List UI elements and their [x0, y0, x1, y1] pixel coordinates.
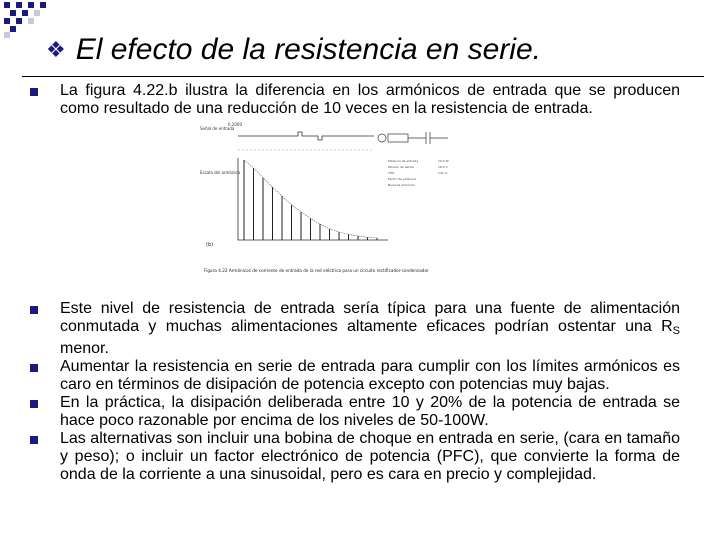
svg-text:Nivel de armónico: Nivel de armónico [388, 183, 416, 187]
diamond-bullet-icon: ❖ [46, 37, 66, 62]
bullet-text: Aumentar la resistencia en serie de entrada para cumplir con los límites armónicos es caro en términos de disipación de potencia excepto con potencias muy bajas. [60, 358, 680, 393]
figure-panel-label: (b) [206, 242, 214, 248]
bullet-item-intro [30, 82, 680, 118]
bullet-text: En la práctica, la disipación deliberada entre 10 y 20% de la potencia de entrada se hace poco razonable por encima de los niveles de 50-100W. [60, 394, 680, 429]
square-bullet-icon [30, 400, 38, 408]
bullet-item [30, 300, 680, 358]
svg-text:THD: THD [388, 171, 395, 175]
bullet-text: La figura 4.22.b ilustra la diferencia en los armónicos de entrada que se producen como resultado de una reducción de 10 veces en la resistencia de entrada. [60, 82, 680, 117]
bullet-text-part: menor. [60, 340, 109, 357]
svg-text:Factor de potencia: Factor de potencia [388, 177, 416, 181]
bullet-item [30, 358, 680, 394]
bullet-item [30, 394, 680, 430]
figure-left-label: Señal de entrada [200, 126, 235, 131]
figure-caption: Figura 4.22 Armónicos de corriente de entrada de la red eléctrica para un circuito rectificador-condensador [204, 268, 429, 273]
figure-left-label: Escala del armónico [200, 170, 241, 175]
title-divider [22, 76, 704, 77]
svg-text:18.0 V: 18.0 V [438, 165, 448, 169]
subscript: S [672, 325, 680, 337]
bullet-text-part: Este nivel de resistencia de entrada sería típica para una fuente de alimentación conmutada y muchas alimentaciones altamente eficaces podrían ostentar una R [60, 300, 680, 335]
main-bullet-list [30, 300, 680, 484]
harmonic-bars [244, 160, 377, 240]
svg-text:141 %: 141 % [438, 171, 448, 175]
title-row [46, 28, 541, 72]
bullet-text [60, 300, 680, 358]
square-bullet-icon [30, 88, 38, 96]
svg-text:Potencia de entrada: Potencia de entrada [388, 159, 419, 163]
bullet-item [30, 430, 680, 484]
figure-tick: 0.2000 [228, 122, 242, 127]
svg-text:Tensión de salida: Tensión de salida [388, 165, 414, 169]
svg-text:10.0 W: 10.0 W [438, 159, 449, 163]
square-bullet-icon [30, 364, 38, 372]
square-bullet-icon [30, 436, 38, 444]
slide-title: El efecto de la resistencia en serie. [75, 33, 541, 66]
intro-list [30, 82, 680, 118]
bullet-text: Las alternativas son incluir una bobina de choque en entrada en serie, (cara en tamaño y peso); o incluir un factor electrónico de potencia (PFC), que convierte la forma de onda de la corriente a una sinusoidal, pero es cara en precio y complejidad. [60, 430, 680, 483]
harmonics-figure [198, 122, 482, 278]
square-bullet-icon [30, 306, 38, 314]
